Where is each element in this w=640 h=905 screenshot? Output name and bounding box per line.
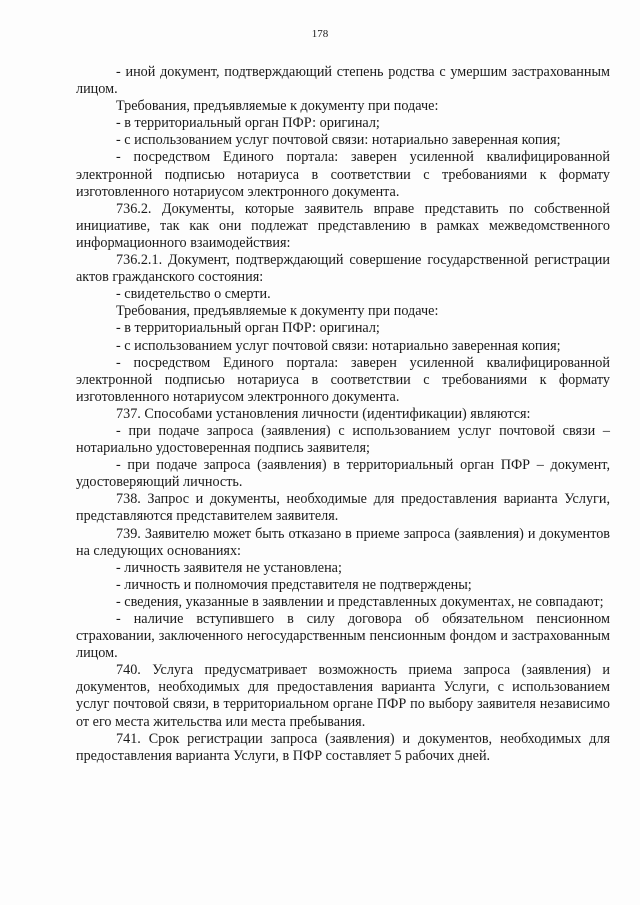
paragraph-other-document: - иной документ, подтверждающий степень родства с умершим застрахованным лицом. (76, 64, 610, 98)
page-number: 178 (311, 28, 329, 40)
paragraph-740: 740. Услуга предусматривает возможность приема запроса (заявления) и документов, необходимых для предоставления варианта Услуги, с использованием услуг почтовой связи, в территориальном органе ПФР по выбору заявителя независимо от его места жительства или места пребывания. (76, 662, 610, 730)
list-item-death-certificate: - свидетельство о смерти. (116, 286, 271, 303)
list-item-territorial-office: - в территориальный орган ПФР: оригинал; (116, 115, 380, 132)
paragraph-requirements-heading-2: Требования, предъявляемые к документу при подаче: (116, 303, 439, 320)
list-item-postal-service-2: - с использованием услуг почтовой связи: нотариально заверенная копия; (116, 337, 561, 354)
list-item-territorial-office-2: - в территориальный орган ПФР: оригинал; (116, 320, 380, 337)
list-item-unified-portal: - посредством Единого портала: заверен усиленной квалифицированной электронной подписью нотариуса в соответствии с требованиями к формату изготовленного нотариусом электронного документа. (76, 149, 610, 200)
list-item-data-mismatch: - сведения, указанные в заявлении и представленных документах, не совпадают; (116, 593, 604, 610)
list-item-office-identification: - при подаче запроса (заявления) в территориальный орган ПФР – документ, удостоверяющий личность. (76, 457, 610, 491)
list-item-identity-not-established: - личность заявителя не установлена; (116, 559, 342, 576)
paragraph-736-2: 736.2. Документы, которые заявитель вправе представить по собственной инициативе, так как они подлежат представлению в рамках межведомственного информационного взаимодействия: (76, 200, 610, 251)
list-item-pension-contract: - наличие вступившего в силу договора об обязательном пенсионном страховании, заключенного негосударственным пенсионным фондом и застрахованным лицом. (76, 611, 610, 662)
list-item-unified-portal-2: - посредством Единого портала: заверен усиленной квалифицированной электронной подписью нотариуса в соответствии с требованиями к формату изготовленного нотариусом электронного документа. (76, 354, 610, 405)
document-body (76, 64, 610, 765)
list-item-postal-service: - с использованием услуг почтовой связи: нотариально заверенная копия; (116, 132, 561, 149)
list-item-authority-not-confirmed: - личность и полномочия представителя не подтверждены; (116, 576, 472, 593)
paragraph-737: 737. Способами установления личности (идентификации) являются: (116, 405, 531, 422)
list-item-postal-identification: - при подаче запроса (заявления) с использованием услуг почтовой связи – нотариально удостоверенная подпись заявителя; (76, 422, 610, 457)
paragraph-requirements-heading: Требования, предъявляемые к документу при подаче: (116, 98, 439, 115)
paragraph-741: 741. Срок регистрации запроса (заявления) и документов, необходимых для предоставления варианта Услуги, в ПФР составляет 5 рабочих дней. (76, 730, 610, 764)
paragraph-738: 738. Запрос и документы, необходимые для предоставления варианта Услуги, представляются представителем заявителя. (76, 491, 610, 525)
paragraph-739: 739. Заявителю может быть отказано в приеме запроса (заявления) и документов на следующих основаниях: (76, 525, 610, 559)
paragraph-736-2-1: 736.2.1. Документ, подтверждающий совершение государственной регистрации актов гражданского состояния: (76, 252, 610, 286)
